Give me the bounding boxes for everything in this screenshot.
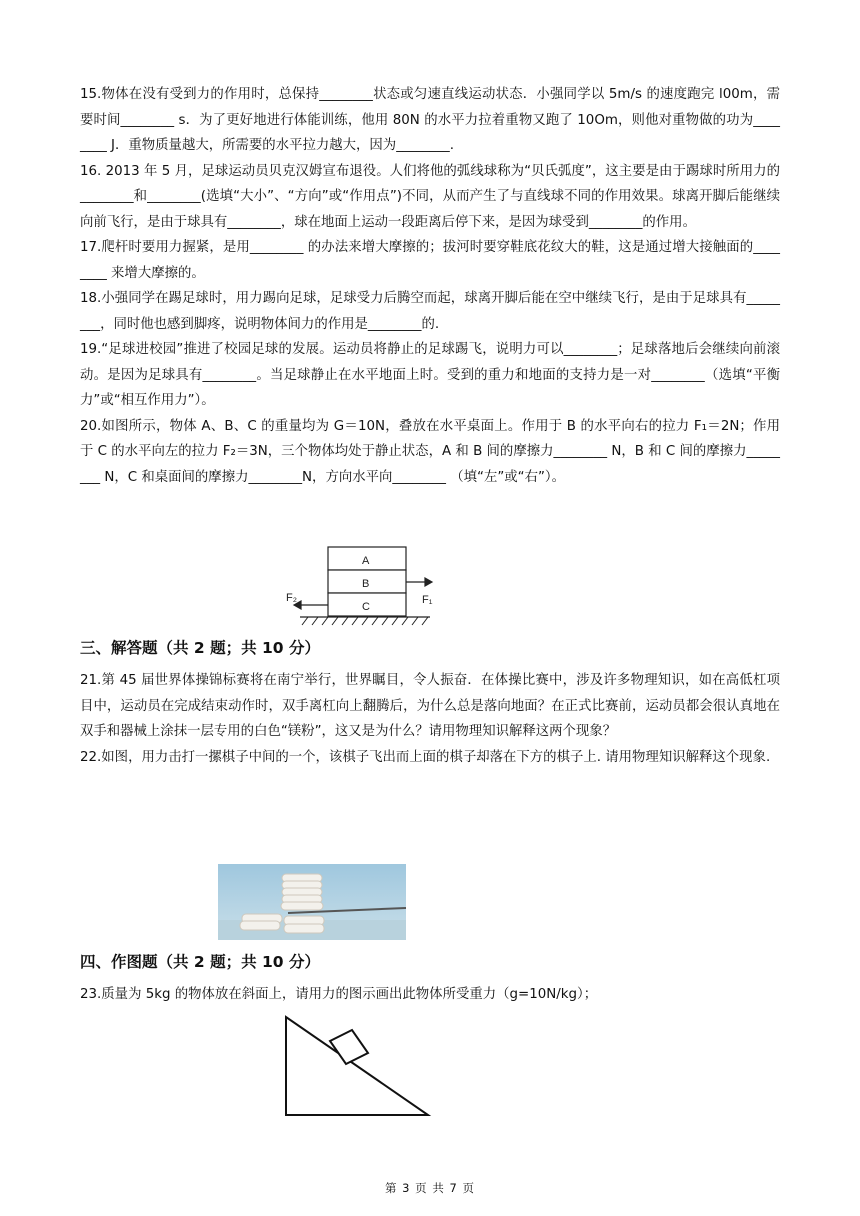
block-on-incline (330, 1030, 368, 1064)
page-footer: 第 3 页 共 7 页 (385, 1181, 475, 1195)
question-19: 19.“足球进校园”推进了校园足球的发展。运动员将静止的足球踢飞，说明力可以________；足球落地后会继续向前滚动。是因为足球具有________。当足球静止在水平地面上时。受到的重力和地面的支持力是一对________（选填“平衡力”或“相互作用力”）。 (80, 342, 780, 408)
question-16: 16. 2013 年 5 月，足球运动员贝克汉姆宣布退役。人们将他的弧线球称为“贝氏弧度”，这主要是由于踢球时所用力的________和________(选填“大小”、“方向”或“作用点”)不同，从而产生了与直线球不同的作用效果。球离开脚后能继续向前飞行，是由于球具有________，球在地面上运动一段距离后停下来，是因为球受到________的作用。 (80, 163, 780, 230)
figure-checker-stack-photo (218, 864, 406, 940)
label-b: B (362, 578, 370, 590)
question-20: 20.如图所示，物体 A、B、C 的重量均为 G＝10N，叠放在水平桌面上。作用于 B 的水平向右的拉力 F₁＝2N；作用于 C 的水平向左的拉力 F₂＝3N，三个物体均处于静止状态，A 和 B 间的摩擦力________ N，B 和 C 间的摩擦力________ N，C 和桌面间的摩擦力________N，方向水平向________ （填“左”或“右”）。 (80, 418, 780, 485)
label-f2: F₂ (286, 592, 297, 604)
question-22: 22.如图，用力击打一摞棋子中间的一个，该棋子飞出而上面的棋子却落在下方的棋子上. 请用物理知识解释这个现象. (80, 749, 771, 765)
label-c: C (362, 601, 370, 613)
figure-incline (282, 1014, 432, 1118)
label-a: A (362, 555, 370, 567)
question-21: 21.第 45 届世界体操锦标赛将在南宁举行，世界瞩目，令人振奋．在体操比赛中，涉及许多物理知识，如在高低杠项目中，运动员在完成结束动作时，双手离杠向上翻腾后，为什么总是落向地面？在正式比赛前，运动员都会很认真地在双手和器械上涂抹一层专用的白色“镁粉”，这又是为什么？请用物理知识解释这两个现象？ (80, 673, 780, 739)
section-3-heading: 三、解答题（共 2 题；共 10 分） (80, 639, 320, 657)
question-23: 23.质量为 5kg 的物体放在斜面上，请用力的图示画出此物体所受重力（g=10N/kg）； (80, 987, 598, 1002)
question-18: 18.小强同学在踢足球时，用力踢向足球，足球受力后腾空而起，球离开脚后能在空中继续飞行，是由于足球具有________，同时他也感到脚疼，说明物体间力的作用是________的. (80, 291, 780, 332)
section-4-heading: 四、作图题（共 2 题；共 10 分） (80, 953, 320, 971)
section-3 (80, 636, 780, 770)
content (80, 82, 780, 490)
question-15: 15.物体在没有受到力的作用时，总保持________状态或匀速直线运动状态．小强同学以 5m/s 的速度跑完 l00m，需要时间________ s．为了更好地进行体能训练，他用 80N 的水平力拉着重物又跑了 10Om，则他对重物做的功为________ J．重物质量越大，所需要的水平拉力越大，因为________. (80, 87, 780, 153)
figure-stacked-blocks (280, 543, 450, 633)
question-17: 17.爬杆时要用力握紧，是用________ 的办法来增大摩擦的；拔河时要穿鞋底花纹大的鞋，这是通过增大接触面的________ 来增大摩擦的。 (80, 240, 780, 281)
incline-triangle (286, 1017, 428, 1115)
section-4 (80, 950, 780, 1008)
ground-hatch (302, 617, 428, 625)
label-f1: F₁ (422, 594, 433, 606)
